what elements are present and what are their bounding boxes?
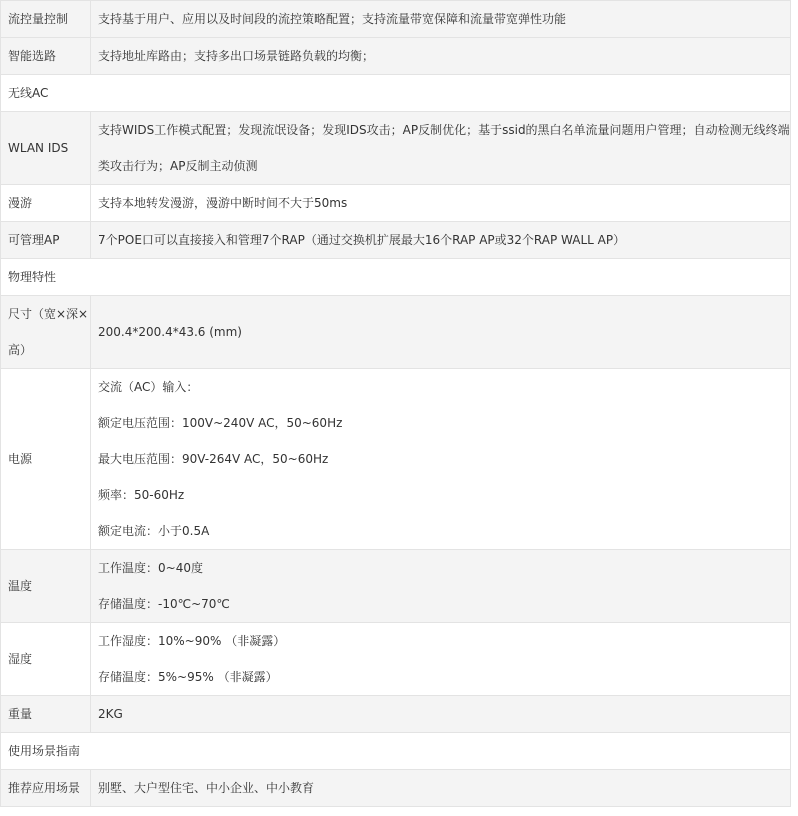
row-label-cell [1,38,91,75]
row-value-line: 交流（AC）输入： [98,380,199,394]
row-value-cell [91,369,791,550]
row-label-cell [1,733,791,770]
row-label-cell [1,623,91,696]
row-label-cell [1,222,91,259]
table-row [1,75,791,112]
row-label: 湿度 [8,652,33,666]
row-label: 物理特性 [8,270,57,284]
row-label-cell [1,75,791,112]
row-value-line: 支持WIDS工作模式配置；发现流氓设备；发现IDS攻击；AP反制优化；基于ssid的黑白名单流量问题用户管理；自动检测无线终端类攻击行为；AP反制主动侦测 [98,123,790,173]
row-value-line: 200.4*200.4*43.6 (mm) [98,325,242,339]
row-label: 推荐应用场景 [8,781,81,795]
row-label: 可管理AP [8,233,60,247]
row-label: 温度 [8,579,33,593]
row-value-line: 2KG [98,707,123,721]
row-value-line: 支持基于用户、应用以及时间段的流控策略配置；支持流量带宽保障和流量带宽弹性功能 [98,12,567,26]
row-label-cell [1,112,91,185]
row-label: 电源 [8,452,33,466]
table-row [1,38,791,75]
row-label: 漫游 [8,196,33,210]
table-row [1,623,791,696]
table-row [1,259,791,296]
row-label: 智能选路 [8,49,57,63]
row-value-cell [91,185,791,222]
row-label-cell [1,1,91,38]
row-value-cell [91,296,791,369]
row-value-cell [91,696,791,733]
row-label-cell [1,185,91,222]
row-label-cell [1,259,791,296]
row-value-line: 工作温度：0~40度 [98,561,203,575]
row-label-cell [1,696,91,733]
row-value-line: 7个POE口可以直接接入和管理7个RAP（通过交换机扩展最大16个RAP AP或32个RAP WALL AP） [98,233,626,247]
row-label-cell [1,770,91,807]
row-value-line: 工作湿度：10%~90% （非凝露） [98,634,286,648]
row-label-cell [1,369,91,550]
row-label: 尺寸（宽×深×高） [8,307,89,357]
table-row [1,369,791,550]
row-value-cell [91,222,791,259]
row-value-cell [91,38,791,75]
table-row [1,112,791,185]
row-value-line: 额定电流：小于0.5A [98,524,210,538]
table-row [1,550,791,623]
row-label: 重量 [8,707,33,721]
table-row [1,222,791,259]
row-value-cell [91,550,791,623]
table-row [1,296,791,369]
table-row [1,185,791,222]
row-label: 使用场景指南 [8,744,81,758]
row-value-line: 存储温度：-10℃~70℃ [98,597,230,611]
row-label-cell [1,550,91,623]
row-value-line: 频率：50-60Hz [98,488,185,502]
row-value-cell [91,1,791,38]
table-row [1,770,791,807]
row-value-line: 支持本地转发漫游，漫游中断时间不大于50ms [98,196,348,210]
row-value-cell [91,623,791,696]
row-value-line: 别墅、大户型住宅、中小企业、中小教育 [98,781,315,795]
row-value-cell [91,770,791,807]
table-row [1,1,791,38]
row-value-cell [91,112,791,185]
row-label-cell [1,296,91,369]
row-label: 流控量控制 [8,12,69,26]
row-value-line: 存储温度：5%~95% （非凝露） [98,670,278,684]
row-label: WLAN IDS [8,141,69,155]
row-value-line: 支持地址库路由；支持多出口场景链路负载的均衡； [98,49,375,63]
row-value-line: 最大电压范围：90V-264V AC，50~60Hz [98,452,329,466]
table-row [1,696,791,733]
spec-table-body [1,1,791,807]
row-value-line: 额定电压范围：100V~240V AC，50~60Hz [98,416,343,430]
row-label: 无线AC [8,86,49,100]
table-row [1,733,791,770]
